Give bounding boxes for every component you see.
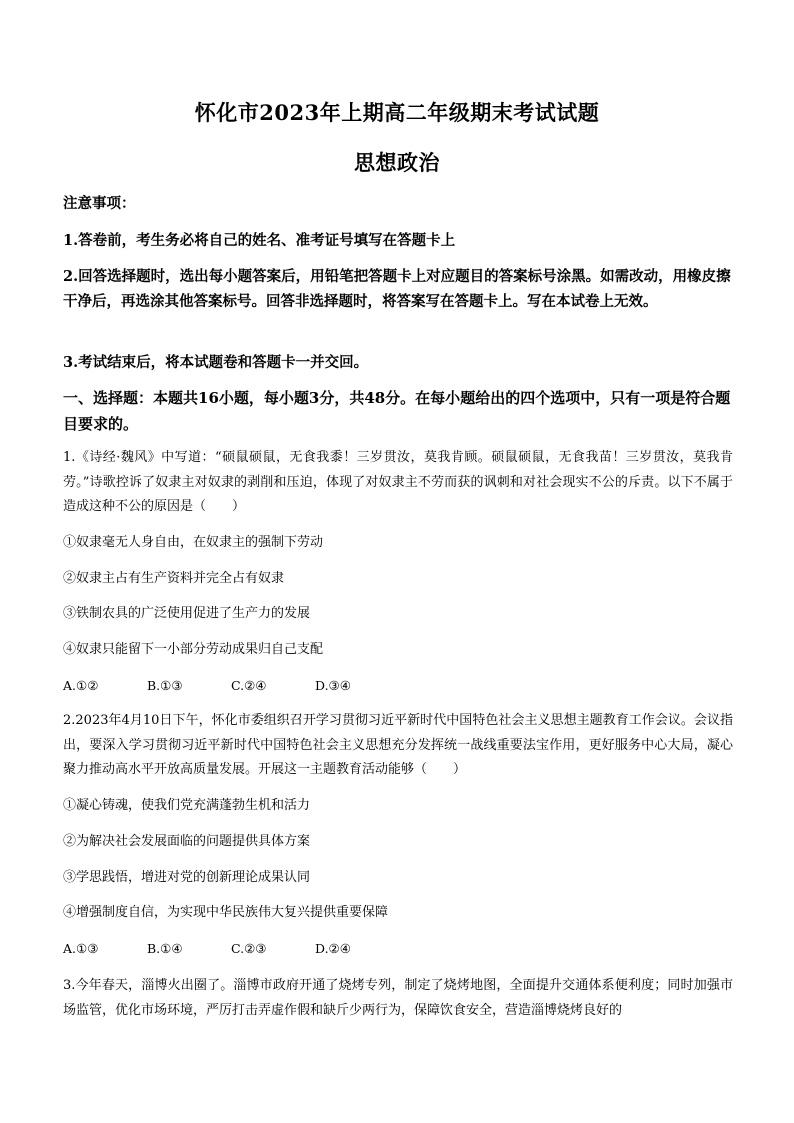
answer-choices — [63, 676, 399, 696]
question-option: ③铁制农具的广泛使用促进了生产力的发展 — [63, 606, 311, 621]
answer-choice-b: B.①③ — [147, 678, 183, 693]
answer-choice-d: D.③④ — [315, 678, 351, 693]
answer-choice-a: A.①③ — [63, 941, 99, 956]
question-stem: 1.《诗经·魏风》中写道：“硕鼠硕鼠，无食我黍！三岁贯汝，莫我肯顾。硕鼠硕鼠，无食我苗！三岁贯汝，莫我肯劳。”诗歌控诉了奴隶主对奴隶的剥削和压迫，体现了对奴隶主不劳而获的讽刺和对社会现实不公的斥责。以下不属于造成这种不公的原因是（ ） — [63, 450, 733, 514]
answer-choices — [63, 939, 399, 959]
question-option: ④奴隶只能留下一小部分劳动成果归自己支配 — [63, 642, 324, 657]
notice-item: 3.考试结束后，将本试题卷和答题卡一并交回。 — [63, 354, 369, 371]
question-option: ④增强制度自信，为实现中华民族伟大复兴提供重要保障 — [63, 905, 389, 920]
question-stem: 2.2023年4月10日下午，怀化市委组织召开学习贯彻习近平新时代中国特色社会主义思想主题教育工作会议。会议指出，要深入学习贯彻习近平新时代中国特色社会主义思想充分发挥统一战线重要法宝作用，更好服务中心大局，凝心聚力推动高水平开放高质量发展。开展这一主题教育活动能够（ ） — [63, 713, 733, 777]
notice-item: 2.回答选择题时，选出每小题答案后，用铅笔把答题卡上对应题目的答案标号涂黑。如需改动，用橡皮擦干净后，再选涂其他答案标号。回答非选择题时，将答案写在答题卡上。写在本试卷上无效。 — [63, 268, 731, 310]
notice-item: 1.答卷前，考生务必将自己的姓名、准考证号填写在答题卡上 — [63, 232, 456, 249]
answer-choice-c: C.②③ — [231, 941, 267, 956]
answer-choice-c: C.②④ — [231, 678, 267, 693]
answer-choice-a: A.①② — [63, 678, 99, 693]
question-stem: 3.今年春天，淄博火出圈了。淄博市政府开通了烧烤专列，制定了烧烤地图，全面提升交通体系便利度；同时加强市场监管，优化市场环境，严厉打击弄虚作假和缺斤少两行为，保障饮食安全，营造淄博烧烤良好的 — [63, 978, 733, 1018]
exam-title: 怀化市2023年上期高二年级期末考试试题 — [194, 100, 600, 125]
question-option: ③学思践悟，增进对党的创新理论成果认同 — [63, 870, 311, 885]
question-option: ①凝心铸魂，使我们党充满蓬勃生机和活力 — [63, 798, 311, 813]
question-option: ②为解决社会发展面临的问题提供具体方案 — [63, 834, 311, 849]
exam-subject: 思想政治 — [354, 150, 440, 175]
answer-choice-d: D.②④ — [315, 941, 351, 956]
question-option: ①奴隶毫无人身自由，在奴隶主的强制下劳动 — [63, 535, 324, 550]
answer-choice-b: B.①④ — [147, 941, 183, 956]
question-option: ②奴隶主占有生产资料并完全占有奴隶 — [63, 571, 285, 586]
notice-heading: 注意事项： — [63, 195, 136, 212]
section-heading: 一、选择题：本题共16小题，每小题3分，共48分。在每小题给出的四个选项中，只有一项是符合题目要求的。 — [63, 389, 731, 433]
